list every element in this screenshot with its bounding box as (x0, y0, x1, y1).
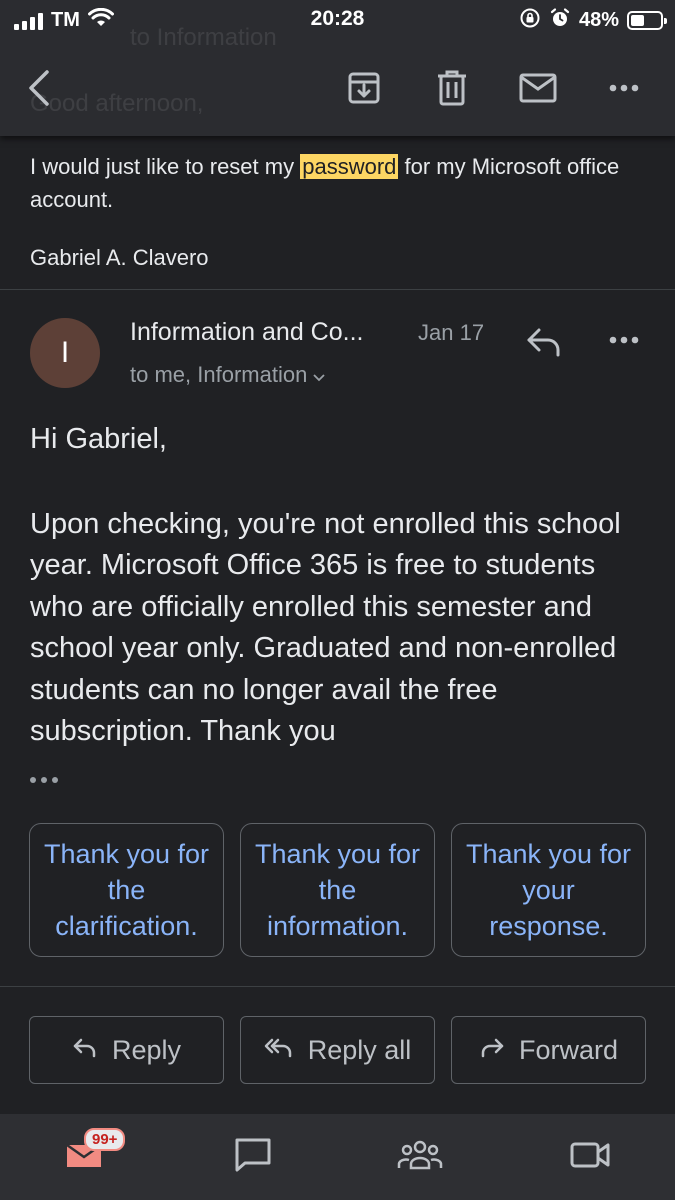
message-date: Jan 17 (418, 320, 485, 345)
smart-reply-chip[interactable]: Thank you for your response. (451, 823, 646, 957)
forward-label: Forward (518, 1034, 619, 1065)
action-bar (0, 50, 675, 126)
spaces-icon (397, 1138, 443, 1177)
back-arrow-icon[interactable] (18, 66, 62, 110)
section-divider (0, 986, 675, 987)
bottom-navigation (0, 1114, 675, 1200)
reply-button[interactable] (29, 1016, 224, 1084)
message-greeting: Hi Gabriel, (30, 423, 167, 455)
previous-message-signature: Gabriel A. Clavero (30, 245, 209, 270)
ghost-greeting-text: Good afternoon, (30, 90, 204, 117)
recipients-toggle[interactable] (130, 362, 325, 388)
avatar[interactable]: I (30, 318, 100, 388)
forward-button[interactable] (451, 1016, 646, 1084)
archive-icon[interactable] (342, 66, 386, 110)
more-icon[interactable] (602, 318, 646, 362)
previous-message-text: I would just like to reset my (30, 154, 301, 179)
trash-icon[interactable] (430, 66, 474, 110)
chevron-down-icon (313, 362, 325, 388)
reply-label: Reply (111, 1034, 182, 1065)
sender-name[interactable]: Information and Co... (130, 318, 364, 346)
orientation-lock-icon (519, 7, 541, 34)
nav-spaces[interactable] (392, 1132, 448, 1182)
unread-badge: 99+ (84, 1128, 125, 1151)
video-camera-icon (569, 1139, 611, 1176)
clock: 20:28 (310, 7, 365, 30)
carrier-name: TM (51, 9, 80, 31)
message-divider (0, 289, 675, 290)
message-body: Upon checking, you're not enrolled this school year. Microsoft Office 365 is free to students who are officially enrolled this semester and school year only. Graduated and non-enrolled students can no longer avail the free subscription. Thank you (30, 508, 621, 748)
search-highlight: password (302, 154, 397, 179)
smart-reply-chip[interactable]: Thank you for the information. (240, 823, 435, 957)
mail-icon[interactable] (516, 66, 560, 110)
reply-all-icon (264, 1035, 294, 1066)
previous-message-body (30, 150, 630, 216)
nav-chat[interactable] (225, 1132, 281, 1182)
chat-icon (233, 1136, 273, 1179)
reply-all-label: Reply all (307, 1034, 412, 1065)
smart-reply-chip[interactable]: Thank you for the clarification. (29, 823, 224, 957)
battery-fill (631, 15, 644, 26)
previous-message-text-end: for my Microsoft office account. (30, 154, 620, 212)
reply-all-button[interactable] (240, 1016, 435, 1084)
nav-meet[interactable] (562, 1132, 618, 1182)
battery-percent: 48% (578, 9, 619, 31)
ghost-recipient-text: to Information (130, 24, 277, 51)
top-bar (0, 0, 675, 136)
nav-mail[interactable] (56, 1131, 118, 1182)
forward-icon (479, 1035, 505, 1066)
recipients-text: to me, Information (130, 362, 308, 387)
reply-icon[interactable] (522, 320, 566, 364)
show-trimmed-content-icon[interactable] (30, 768, 66, 792)
battery-icon (627, 11, 663, 30)
reply-icon (72, 1035, 98, 1066)
alarm-icon (549, 7, 571, 34)
status-bar (0, 0, 675, 40)
more-icon[interactable] (602, 66, 646, 110)
